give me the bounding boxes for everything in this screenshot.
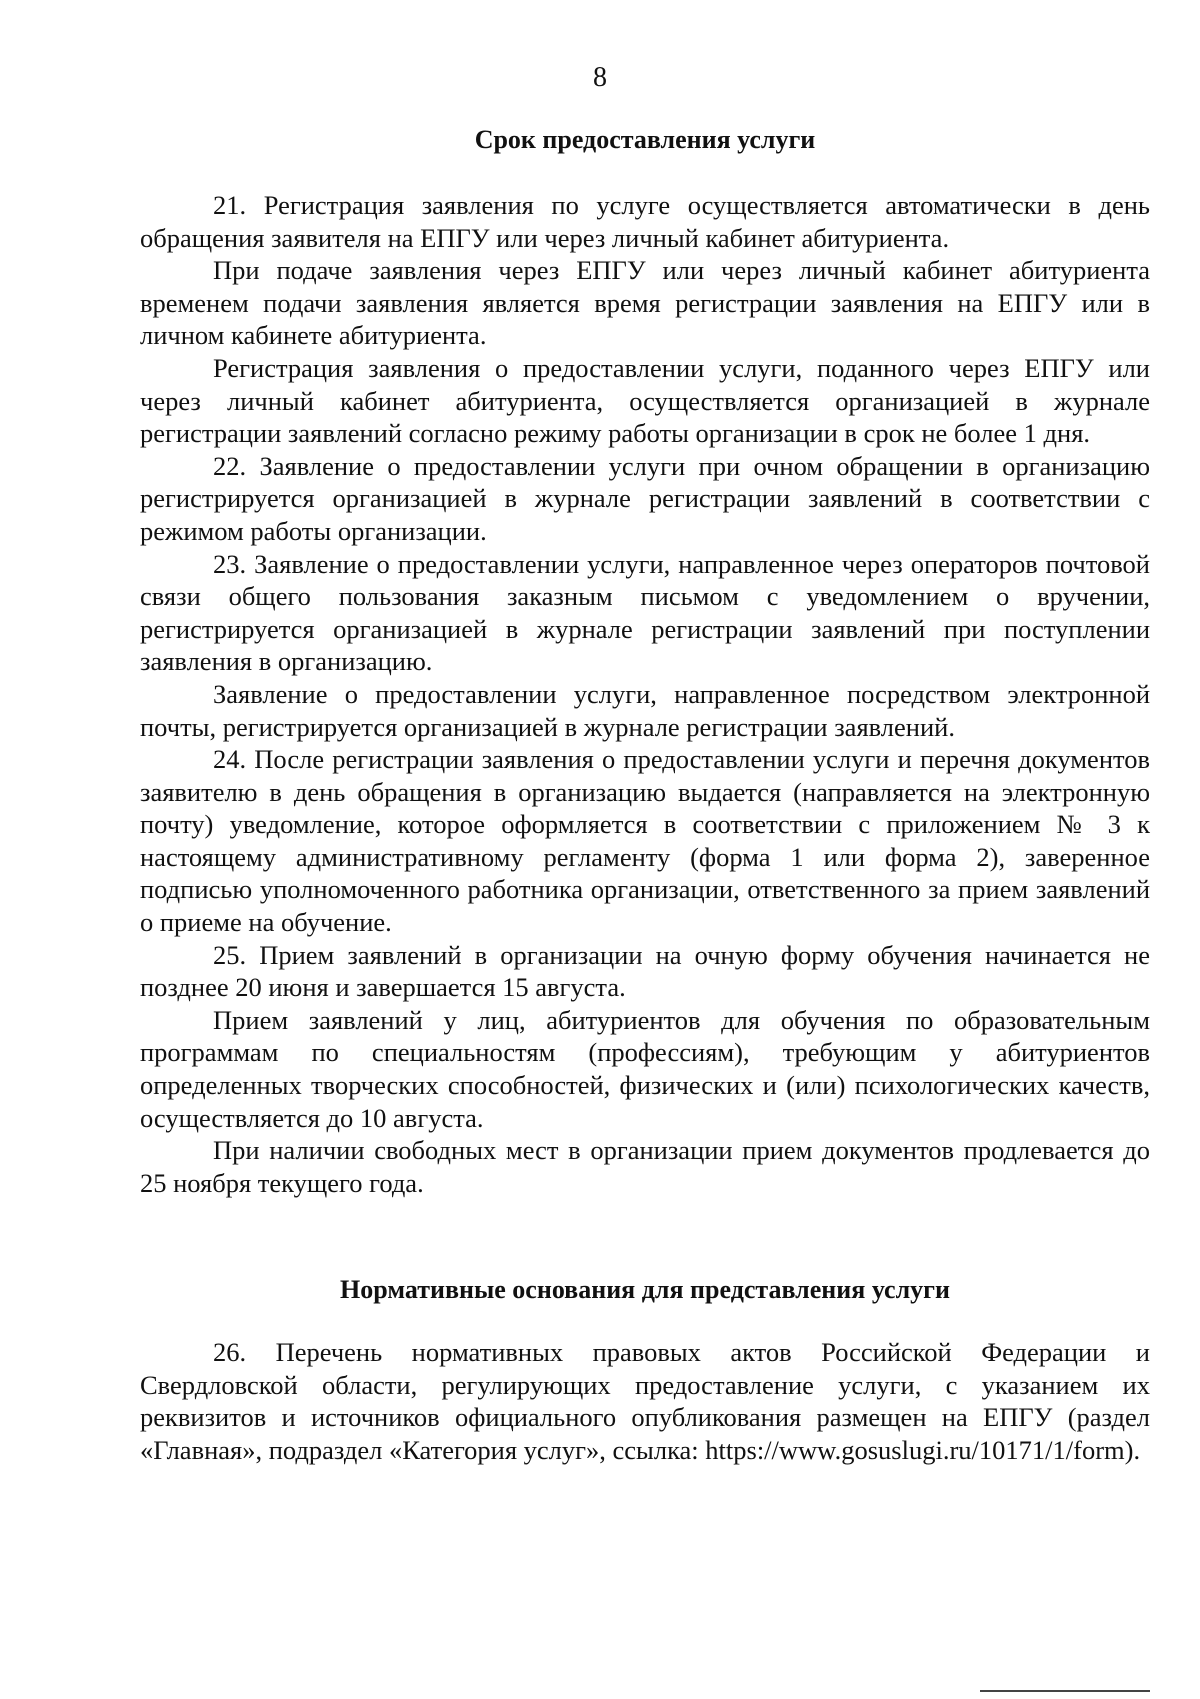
paragraph-21-registration: Регистрация заявления о предоставлении услуги, поданного через ЕПГУ или через личный кабинет абитуриента, осуществляется организацией в журнале регистрации заявлений согласно режиму работы организации в срок не более 1 дня. — [140, 352, 1150, 449]
paragraph-21: 21. Регистрация заявления по услуге осуществляется автоматически в день обращения заявителя на ЕПГУ или через личный кабинет абитуриента. — [140, 190, 1150, 253]
page-number: 8 — [593, 62, 607, 93]
section-title-legal-basis: Нормативные основания для представления услуги — [340, 1275, 950, 1304]
paragraph-24: 24. После регистрации заявления о предоставлении услуги и перечня документов заявителю в день обращения в организацию выдается (направляется на электронную почту) уведомление, которое оформляется в соответствии с приложением № 3 к настоящему административному регламенту (форма 1 или форма 2), заверенное подписью уполномоченного работника организации, ответственного за прием заявлений о приеме на обучение. — [140, 744, 1150, 938]
paragraph-23: 23. Заявление о предоставлении услуги, направленное через операторов почтовой связи общего пользования заказным письмом с уведомлением о вручении, регистрируется организацией в журнале регистрации заявлений при поступлении заявления в организацию. — [140, 548, 1150, 677]
paragraph-26: 26. Перечень нормативных правовых актов Российской Федерации и Свердловской области, регулирующих предоставление услуги, с указанием их реквизитов и источников официального опубликования размещен на ЕПГУ (раздел «Главная», подраздел «Категория услуг», ссылка: https://www.gosuslugi.ru/10171/1/form). — [140, 1337, 1150, 1465]
paragraph-21-submission-time: При подаче заявления через ЕПГУ или через личный кабинет абитуриента временем подачи заявления является время регистрации заявления на ЕПГУ или в личном кабинете абитуриента. — [140, 255, 1150, 351]
paragraph-25-creative: Прием заявлений у лиц, абитуриентов для обучения по образовательным программам по специальностям (профессиям), требующим у абитуриентов определенных творческих способностей, физических и (или) психологических качеств, осуществляется до 10 августа. — [140, 1004, 1150, 1133]
section-title-service-term: Срок предоставления услуги — [474, 125, 816, 154]
paragraph-23-email: Заявление о предоставлении услуги, направленное посредством электронной почты, регистрируется организацией в журнале регистрации заявлений. — [140, 678, 1150, 742]
footer-rule — [980, 1690, 1150, 1692]
paragraph-25: 25. Прием заявлений в организации на очную форму обучения начинается не позднее 20 июня и завершается 15 августа. — [140, 939, 1150, 1003]
section-body-service-term — [140, 189, 1150, 1199]
paragraph-22: 22. Заявление о предоставлении услуги при очном обращении в организацию регистрируется организацией в журнале регистрации заявлений в соответствии с режимом работы организации. — [140, 450, 1150, 546]
paragraph-25-extension: При наличии свободных мест в организации прием документов продлевается до 25 ноября текущего года. — [140, 1135, 1150, 1198]
section-body-legal-basis — [140, 1336, 1150, 1466]
